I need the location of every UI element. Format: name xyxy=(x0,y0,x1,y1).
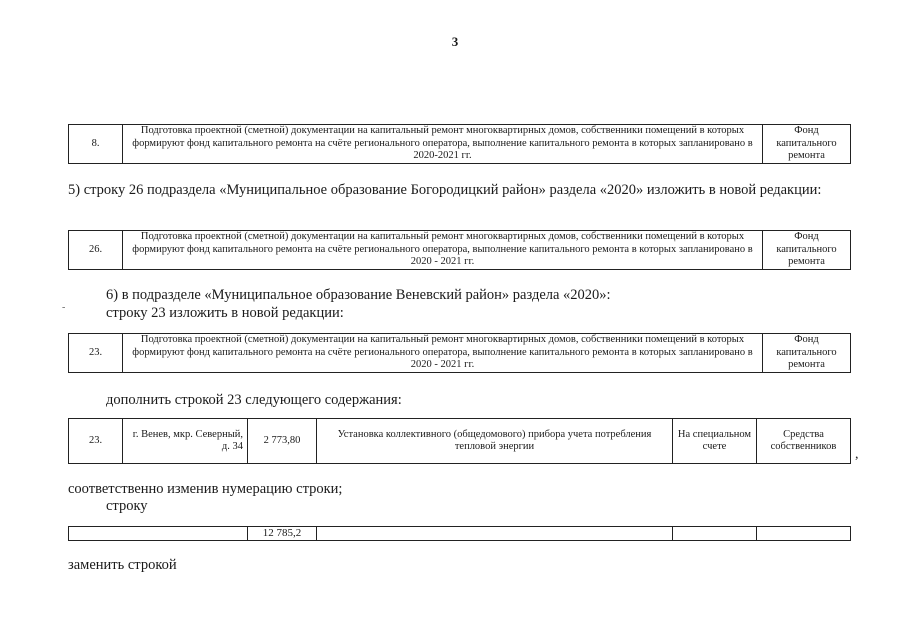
empty-cell xyxy=(757,527,851,541)
funding-source: Фонд капитального ремонта xyxy=(763,231,851,270)
address-cell: г. Венев, мкр. Северный, д. 34 xyxy=(123,419,248,464)
paragraph-replace: заменить строкой xyxy=(68,557,177,573)
table-row-23-new xyxy=(68,418,851,464)
account-type-cell: На специальном счете xyxy=(673,419,757,464)
table-row-8 xyxy=(68,124,851,164)
table-total-row xyxy=(68,526,851,541)
trailing-comma: , xyxy=(855,447,859,462)
paragraph-renumber: соответственно изменив нумерацию строки; xyxy=(68,481,343,497)
funding-source: Фонд капитального ремонта xyxy=(763,125,851,164)
row-number: 23. xyxy=(69,334,123,373)
work-description: Установка коллективного (общедомового) прибора учета потребления тепловой энергии xyxy=(317,419,673,464)
funding-source: Средства собственников xyxy=(757,419,851,464)
paragraph-item-5: 5) строку 26 подраздела «Муниципальное образование Богородицкий район» раздела «2020» изложить в новой редакции: xyxy=(68,182,822,198)
work-description: Подготовка проектной (сметной) документации на капитальный ремонт многоквартирных домов, собственники помещений в которых формируют фонд капитального ремонта на счёте регионального оператора, выполнение капитального ремонта в которых запланировано в 2020-2021 гг. xyxy=(123,125,763,164)
empty-cell xyxy=(317,527,673,541)
total-area-cell: 12 785,2 xyxy=(248,527,317,541)
empty-cell xyxy=(673,527,757,541)
page-number: 3 xyxy=(451,34,459,49)
area-cell: 2 773,80 xyxy=(248,419,317,464)
table-row xyxy=(69,419,851,464)
paragraph-item-6: 6) в подразделе «Муниципальное образование Веневский район» раздела «2020»: xyxy=(106,287,611,303)
table-row-26 xyxy=(68,230,851,270)
table-row xyxy=(69,231,851,270)
work-description: Подготовка проектной (сметной) документации на капитальный ремонт многоквартирных домов, собственники помещений в которых формируют фонд капитального ремонта на счёте регионального оператора, выполнение капитального ремонта в которых запланировано в 2020 - 2021 гг. xyxy=(123,231,763,270)
paragraph-add-row: дополнить строкой 23 следующего содержания: xyxy=(106,392,402,408)
total-label-cell xyxy=(69,527,248,541)
row-number: 23. xyxy=(69,419,123,464)
table-row-23 xyxy=(68,333,851,373)
table-row xyxy=(69,334,851,373)
funding-source: Фонд капитального ремонта xyxy=(763,334,851,373)
table-row xyxy=(69,527,851,541)
row-number: 26. xyxy=(69,231,123,270)
paragraph-item-6-line2: строку 23 изложить в новой редакции: xyxy=(106,305,344,321)
row-number: 8. xyxy=(69,125,123,164)
scan-mark: - xyxy=(62,302,66,313)
work-description: Подготовка проектной (сметной) документации на капитальный ремонт многоквартирных домов, собственники помещений в которых формируют фонд капитального ремонта на счёте регионального оператора, выполнение капитального ремонта в которых запланировано в 2020 - 2021 гг. xyxy=(123,334,763,373)
table-row xyxy=(69,125,851,164)
paragraph-row-label: строку xyxy=(106,498,148,514)
